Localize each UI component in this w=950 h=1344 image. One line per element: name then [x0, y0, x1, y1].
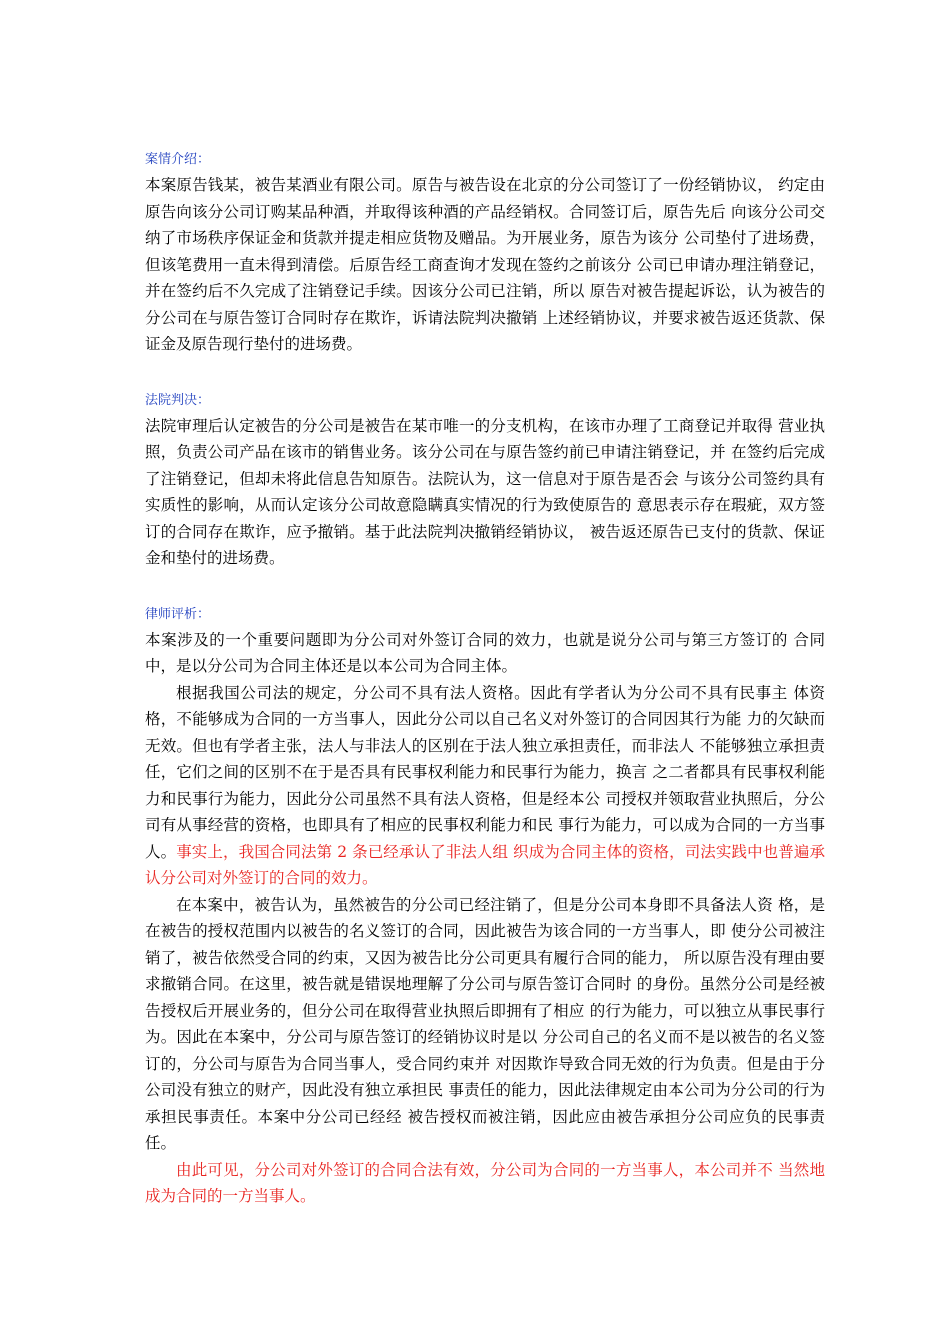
court-judgment-heading: 法院判决：	[145, 392, 211, 408]
case-intro-section	[145, 150, 825, 358]
lawyer-analysis-section	[145, 605, 825, 1210]
analysis-paragraph-2	[145, 680, 825, 892]
analysis-paragraph-2-text: 根据我国公司法的规定，分公司不具有法人资格。因此有学者认为分公司不具有民事主 体资格，不能够成为合同的一方当事人，因此分公司以自己名义对外签订的合同因其行为能 力的欠缺而无效。但也有学者主张，法人与非法人的区别在于法人独立承担责任，而非法人 不能够独立承担责任，它们之间的区别不在于是否具有民事权利能力和民事行为能力，换言 之二者都具有民事权利能力和民事行为能力，因此分公司虽然不具有法人资格，但是经本公 司授权并领取营业执照后，分公司有从事经营的资格，也即具有了相应的民事权利能力和民 事行为能力，可以成为合同的一方当事人。	[145, 683, 825, 861]
court-judgment-paragraph: 法院审理后认定被告的分公司是被告在某市唯一的分支机构，在该市办理了工商登记并取得 营业执照，负责公司产品在该市的销售业务。该分公司在与原告签约前已申请注销登记，并 在签约后完成了注销登记，但却未将此信息告知原告。法院认为，这一信息对于原告是否会 与该分公司签约具有实质性的影响，从而认定该分公司故意隐瞒真实情况的行为致使原告的 意思表示存在瑕疵，双方签订的合同存在欺诈，应予撤销。基于此法院判决撤销经销协议， 被告返还原告已支付的货款、保证金和垫付的进场费。	[145, 416, 825, 567]
analysis-paragraph-2-highlight: 事实上，我国合同法第 2 条已经承认了非法人组 织成为合同主体的资格，司法实践中也普遍承认分公司对外签订的合同的效力。	[145, 842, 825, 887]
analysis-paragraph-1: 本案涉及的一个重要问题即为分公司对外签订合同的效力，也就是说分公司与第三方签订的 合同中，是以分公司为合同主体还是以本公司为合同主体。	[145, 630, 825, 675]
document-page	[145, 150, 825, 1236]
case-intro-paragraph: 本案原告钱某，被告某酒业有限公司。原告与被告设在北京的分公司签订了一份经销协议， 约定由原告向该分公司订购某品种酒，并取得该种酒的产品经销权。合同签订后，原告先后 向该分公司交纳了市场秩序保证金和货款并提走相应货物及赠品。为开展业务，原告为该分 公司垫付了进场费，但该笔费用一直未得到清偿。后原告经工商查询才发现在签约之前该分 公司已申请办理注销登记，并在签约后不久完成了注销登记手续。因该分公司已注销，所以 原告对被告提起诉讼，认为被告的分公司在与原告签订合同时存在欺诈，诉请法院判决撤销 上述经销协议，并要求被告返还货款、保证金及原告现行垫付的进场费。	[145, 176, 825, 353]
analysis-conclusion-paragraph: 由此可见，分公司对外签订的合同合法有效，分公司为合同的一方当事人，本公司并不 当然地成为合同的一方当事人。	[145, 1160, 825, 1205]
court-judgment-section	[145, 391, 825, 572]
analysis-paragraph-3: 在本案中，被告认为，虽然被告的分公司已经注销了，但是分公司本身即不具备法人资 格，是在被告的授权范围内以被告的名义签订的合同，因此被告为该合同的一方当事人，即 使分公司被注销了，被告依然受合同的约束，又因为被告比分公司更具有履行合同的能力， 所以原告没有理由要求撤销合同。在这里，被告就是错误地理解了分公司与原告签订合同时 的身份。虽然分公司是经被告授权后开展业务的，但分公司在取得营业执照后即拥有了相应 的行为能力，可以独立从事民事行为。因此在本案中，分公司与原告签订的经销协议时是以 分公司自己的名义而不是以被告的名义签订的，分公司与原告为合同当事人，受合同约束并 对因欺诈导致合同无效的行为负责。但是由于分公司没有独立的财产，因此没有独立承担民 事责任的能力，因此法律规定由本公司为分公司的行为承担民事责任。本案中分公司已经经 被告授权而被注销，因此应由被告承担分公司应负的民事责任。	[145, 895, 825, 1152]
case-intro-heading: 案情介绍：	[145, 152, 211, 167]
lawyer-analysis-heading: 律师评析：	[145, 606, 211, 622]
